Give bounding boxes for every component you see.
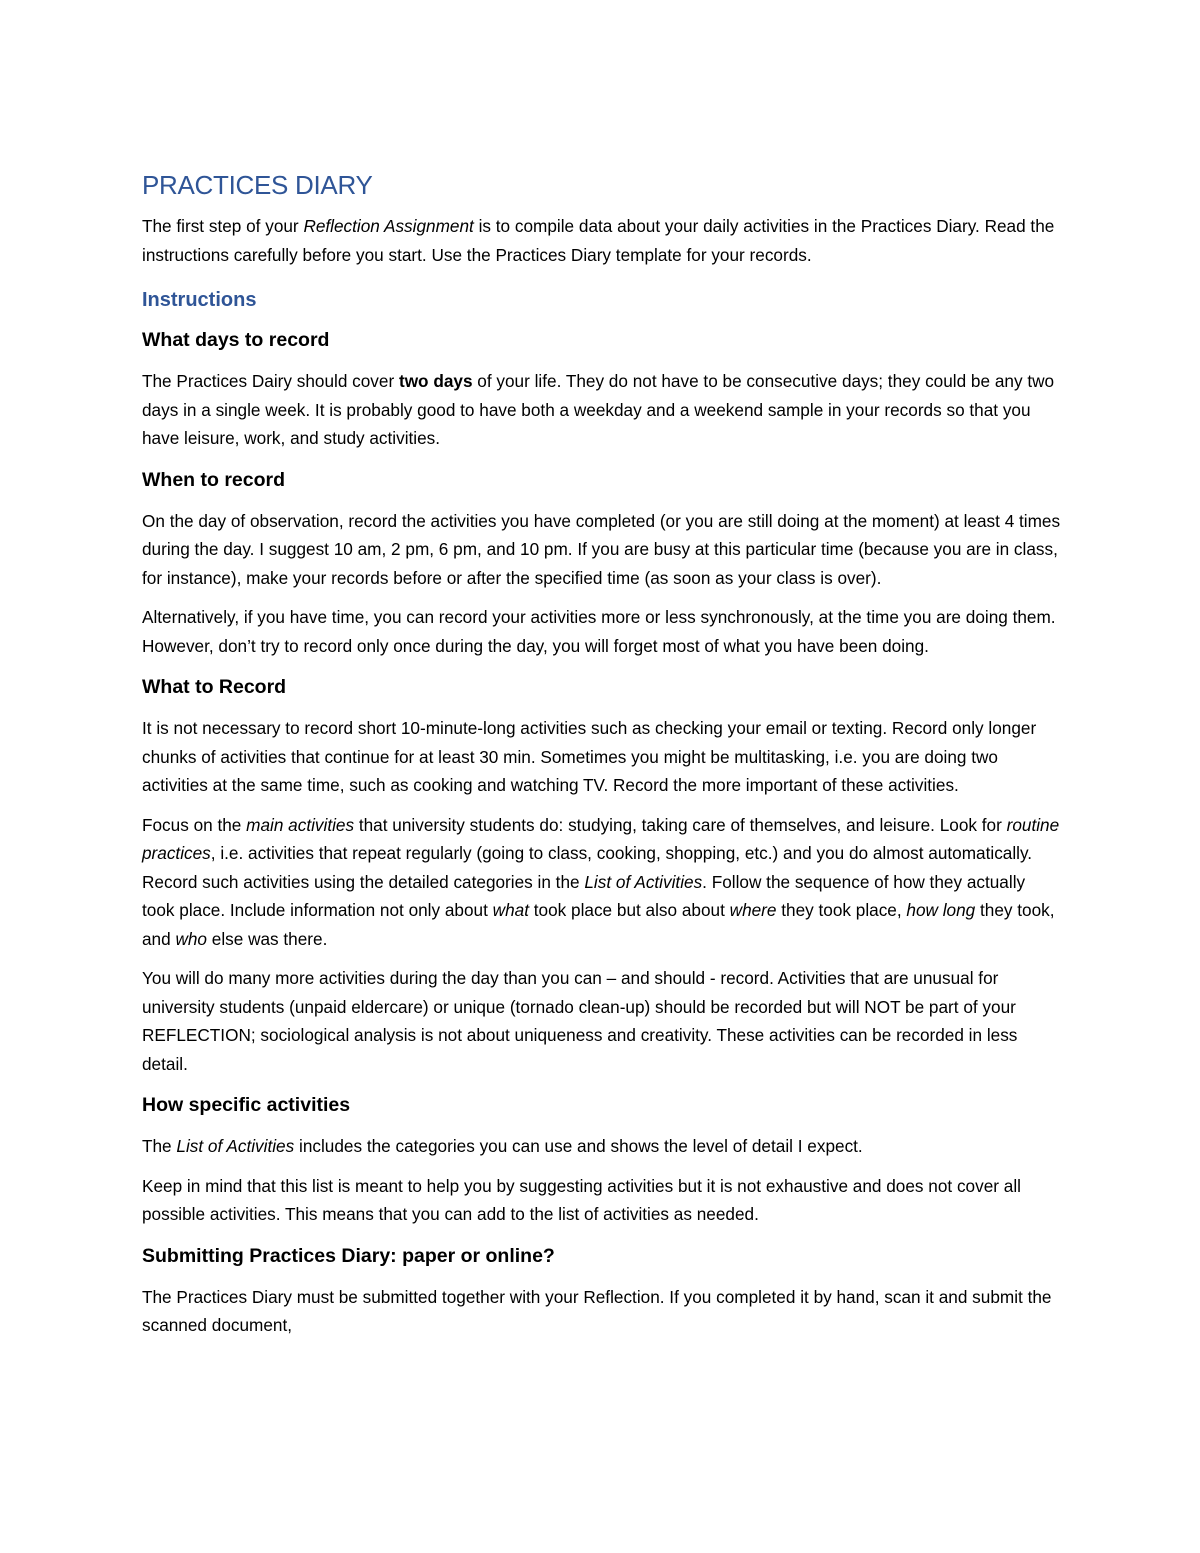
what-days-text-1: The Practices Dairy should cover bbox=[142, 371, 399, 391]
text-run: they took, and bbox=[142, 900, 1055, 949]
how-specific-paragraph-2: Keep in mind that this list is meant to help you by suggesting activities but it is not exhaustive and does not cover all possible activities. This means that you can add to the list of activities as needed. bbox=[142, 1175, 1021, 1224]
text-run: they took place, bbox=[776, 900, 907, 920]
text-run: includes the categories you can use and shows the level of detail I expect. bbox=[294, 1136, 863, 1156]
intro-paragraph bbox=[142, 212, 1062, 269]
section-heading-submitting: Submitting Practices Diary: paper or online? bbox=[142, 1244, 555, 1267]
what-days-paragraph bbox=[142, 367, 1062, 453]
italic-run: main activities bbox=[246, 814, 355, 835]
submitting-paragraph: The Practices Diary must be submitted together with your Reflection. If you completed it by hand, scan it and submit the scanned document, bbox=[142, 1286, 1052, 1335]
text-run: . Follow the sequence of how they actually took place. Include information not only about bbox=[142, 871, 1026, 920]
document-title: PRACTICES DIARY bbox=[142, 170, 373, 200]
how-specific-paragraph-1 bbox=[142, 1132, 1062, 1161]
italic-run: what bbox=[492, 900, 529, 920]
text-run: that university students do: studying, taking care of themselves, and leisure. Look for bbox=[354, 814, 1007, 835]
instructions-heading: Instructions bbox=[142, 289, 257, 311]
text-run: took place but also about bbox=[528, 900, 730, 920]
italic-run: routine practices bbox=[142, 814, 1060, 863]
when-paragraph-1: On the day of observation, record the activities you have completed (or you are still doing at the moment) at least 4 times during the day. I suggest 10 am, 2 pm, 6 pm, and 10 pm. If you are busy at this particular time (because you are in class, for instance), make your records before or after the specified time (as soon as your class is over). bbox=[142, 510, 1061, 588]
italic-run: how long bbox=[906, 900, 976, 920]
intro-text-2: is to compile data about your daily activities in the Practices Diary. Read the instructions carefully before you start. Use the Practices Diary template for your records. bbox=[142, 216, 1055, 265]
what-to-record-paragraph-3: You will do many more activities during the day than you can – and should - record. Activities that are unusual for university students (unpaid eldercare) or unique (tornado clean-up) should be recorded but will NOT be part of your REFLECTION; sociological analysis is not about uniqueness and creativity. These activities can be recorded in less detail. bbox=[142, 968, 1018, 1074]
italic-run: where bbox=[729, 900, 777, 920]
what-to-record-paragraph-2 bbox=[142, 811, 1062, 954]
section-heading-what-days: What days to record bbox=[142, 329, 330, 351]
intro-text-1: The first step of your bbox=[142, 216, 304, 236]
what-days-text-2: of your life. They do not have to be consecutive days; they could be any two days in a single week. It is probably good to have both a weekday and a weekend sample in your records so that you have leisure, work, and study activities. bbox=[142, 371, 1055, 448]
section-heading-when: When to record bbox=[142, 468, 286, 491]
text-run: , i.e. activities that repeat regularly (going to class, cooking, shopping, etc.) and you do almost automatically. Record such activities using the detailed categories in the bbox=[142, 843, 1033, 892]
intro-italic: Reflection Assignment bbox=[303, 216, 474, 236]
text-run: Focus on the bbox=[142, 814, 247, 835]
section-heading-how-specific: How specific activities bbox=[142, 1094, 351, 1116]
what-days-bold: two days bbox=[398, 371, 473, 391]
italic-run: List of Activities bbox=[176, 1136, 295, 1156]
document-page bbox=[142, 168, 1062, 1351]
text-run: The bbox=[142, 1136, 177, 1156]
italic-run: who bbox=[175, 928, 207, 949]
section-heading-what-to-record: What to Record bbox=[142, 676, 287, 698]
italic-run: List of Activities bbox=[584, 871, 703, 892]
what-to-record-paragraph-1: It is not necessary to record short 10-minute-long activities such as checking your email or texting. Record only longer chunks of activities that continue for at least 30 min. Sometimes you might be multitasking, i.e. you are doing two activities at the same time, such as cooking and watching TV. Record the more important of these activities. bbox=[142, 718, 1037, 795]
text-run: else was there. bbox=[206, 928, 328, 949]
when-paragraph-2: Alternatively, if you have time, you can record your activities more or less synchronously, at the time you are doing them. However, don’t try to record only once during the day, you will forget most of what you have been doing. bbox=[142, 607, 1056, 656]
